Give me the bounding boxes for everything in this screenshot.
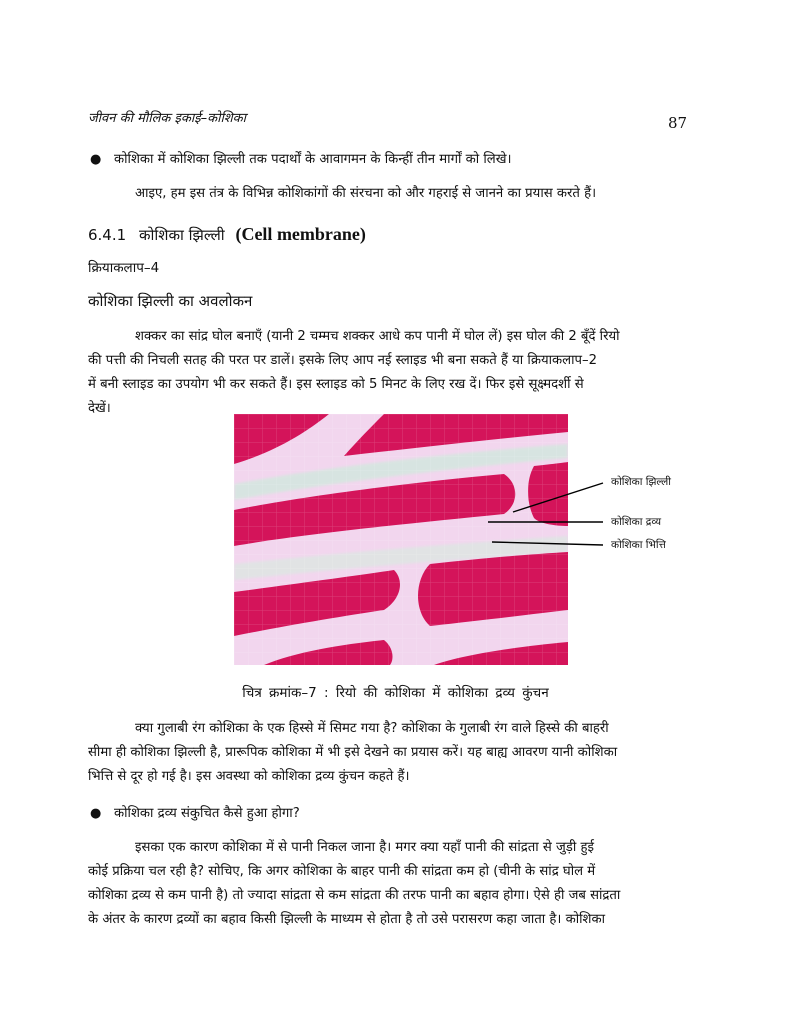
- running-header: जीवन की मौलिक इकाई–कोशिका: [88, 111, 247, 126]
- label-cell-wall: कोशिका भित्ति: [611, 539, 666, 551]
- label-cell-membrane: कोशिका झिल्ली: [611, 476, 671, 488]
- intro-paragraph: आइए, हम इस तंत्र के विभिन्न कोशिकांगों की संरचना को और गहराई से जानने का प्रयास करते हैं।: [135, 186, 597, 201]
- section-title-hindi: कोशिका झिल्ली: [138, 226, 225, 244]
- body-line: कोई प्रक्रिया चल रही है? सोचिए, कि अगर कोशिका के बाहर पानी की सांद्रता कम हो (चीनी के सांद्र घोल में: [88, 864, 596, 879]
- activity-label: क्रियाकलाप–4: [88, 260, 160, 276]
- bullet-icon: ●: [90, 152, 102, 167]
- figure-caption: चित्र क्रमांक–7 : रियो की कोशिका में कोशिका द्रव्य कुंचन: [242, 685, 549, 701]
- label-cytoplasm: कोशिका द्रव्य: [611, 516, 662, 528]
- page-number: 87: [668, 114, 688, 132]
- body-line: कोशिका द्रव्य से कम पानी है) तो ज्यादा सांद्रता से कम सांद्रता की तरफ पानी का बहाव होगा। ऐसे ही जब सांद्रता: [88, 888, 621, 903]
- bullet-item: कोशिका में कोशिका झिल्ली तक पदार्थों के आवागमन के किन्हीं तीन मार्गों को लिखे।: [114, 152, 512, 167]
- section-title-english: (Cell membrane): [235, 224, 366, 244]
- section-heading: [88, 224, 366, 245]
- activity-line: में बनी स्लाइड का उपयोग भी कर सकते हैं। इस स्लाइड को 5 मिनट के लिए रख दें। फिर इसे सूक्ष्मदर्शी से: [88, 377, 584, 392]
- bullet-item: कोशिका द्रव्य संकुचित कैसे हुआ होगा?: [114, 806, 300, 821]
- activity-line: शक्कर का सांद्र घोल बनाएँ (यानी 2 चम्मच शक्कर आधे कप पानी में घोल लें) इस घोल की 2 बूँदें रियो: [135, 329, 620, 344]
- body-line: के अंतर के कारण द्रव्यों का बहाव किसी झिल्ली के माध्यम से होता है तो उसे परासरण कहा जाता है। कोशिका: [88, 912, 606, 927]
- body-line: क्या गुलाबी रंग कोशिका के एक हिस्से में सिमट गया है? कोशिका के गुलाबी रंग वाले हिस्से की बाहरी: [135, 721, 609, 736]
- figure-leader-lines: [480, 475, 610, 555]
- body-line: भित्ति से दूर हो गई है। इस अवस्था को कोशिका द्रव्य कुंचन कहते हैं।: [88, 769, 410, 784]
- section-number: 6.4.1: [88, 226, 127, 244]
- bullet-icon: ●: [90, 806, 102, 821]
- body-line: इसका एक कारण कोशिका में से पानी निकल जाना है। मगर क्या यहाँ पानी की सांद्रता से जुड़ी हुई: [135, 840, 594, 855]
- activity-line: की पत्ती की निचली सतह की परत पर डालें। इसके लिए आप नई स्लाइड भी बना सकते हैं या क्रियाकलाप–2: [88, 353, 597, 368]
- activity-heading: कोशिका झिल्ली का अवलोकन: [88, 292, 253, 310]
- activity-line: देखें।: [88, 401, 111, 416]
- body-line: सीमा ही कोशिका झिल्ली है, प्रारूपिक कोशिका में भी इसे देखने का प्रयास करें। यह बाह्य आवरण यानी कोशिका: [88, 745, 618, 760]
